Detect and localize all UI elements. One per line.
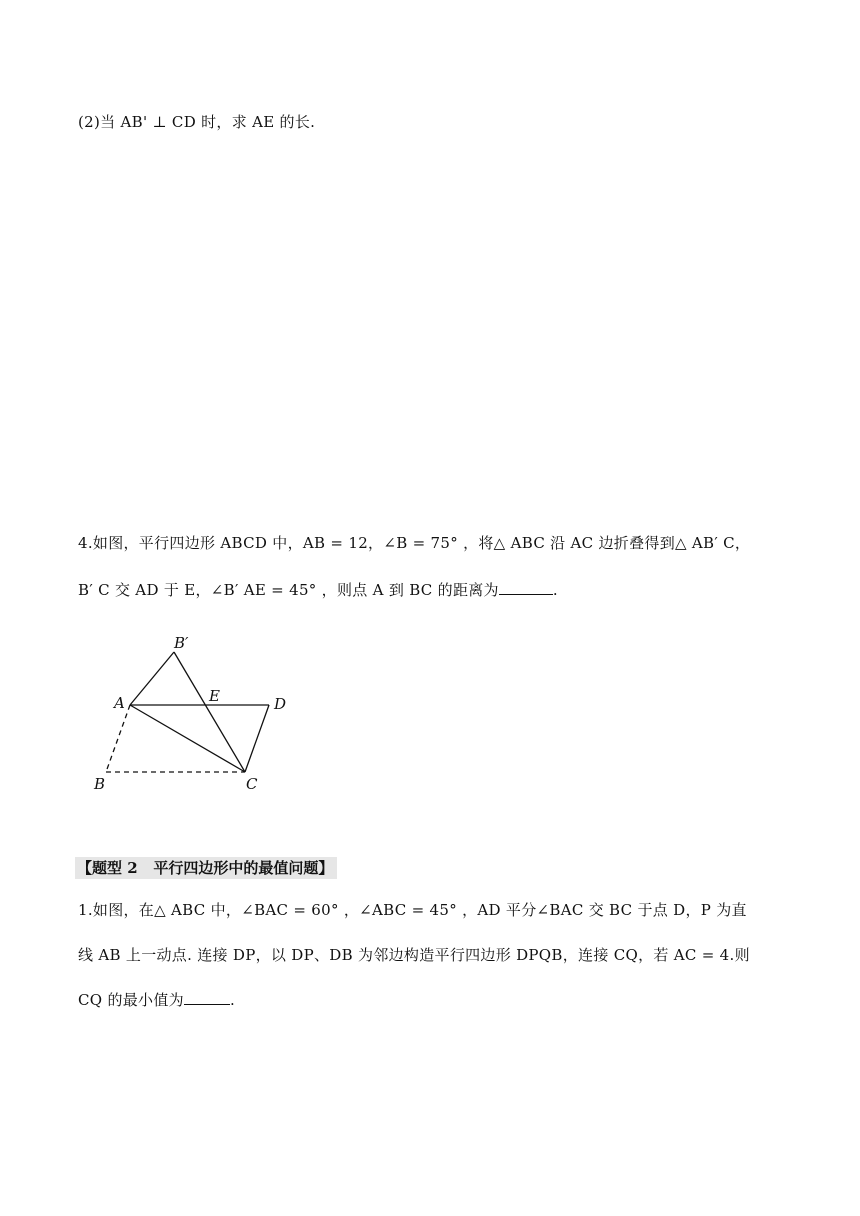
problem-1-line-3 (78, 990, 235, 1010)
segment-b-prime-c (174, 652, 245, 772)
answer-blank (184, 990, 230, 1005)
section-heading: 【题型 2 平行四边形中的最值问题】 (75, 857, 337, 879)
problem-4-line-2 (78, 580, 558, 600)
parallelogram-figure (80, 628, 310, 798)
answer-blank (499, 580, 553, 595)
label-d: D (274, 695, 287, 713)
problem-1-line-3-end: . (229, 991, 236, 1009)
segment-ac (130, 705, 245, 772)
problem-4-line-2-end: . (552, 581, 558, 599)
label-b-prime: B′ (174, 634, 189, 652)
segment-dc (245, 705, 269, 772)
problem-4-line-1: 4.如图，平行四边形 ABCD 中，AB = 12，∠B = 75° ，将△ ABC 沿 AC 边折叠得到△ AB′ C， (78, 534, 751, 552)
problem-1-line-3-text: CQ 的最小值为 (78, 991, 184, 1009)
label-a: A (114, 694, 125, 712)
segment-ab-prime (130, 652, 174, 705)
label-e: E (209, 687, 220, 705)
question-3-part-2: (2)当 AB' ⊥ CD 时，求 AE 的长. (78, 113, 316, 131)
segment-ab-dashed (106, 705, 130, 772)
problem-1-line-2: 线 AB 上一动点. 连接 DP，以 DP、DB 为邻边构造平行四边形 DPQB，连接 CQ，若 AC = 4.则 (78, 946, 750, 964)
problem-4-line-2-text: B′ C 交 AD 于 E，∠B′ AE = 45° ，则点 A 到 BC 的距离为 (78, 581, 499, 599)
label-b: B (94, 775, 106, 793)
label-c: C (246, 775, 258, 793)
problem-1-line-1: 1.如图，在△ ABC 中，∠BAC = 60° ，∠ABC = 45° ，AD 平分∠BAC 交 BC 于点 D，P 为直 (78, 901, 747, 919)
